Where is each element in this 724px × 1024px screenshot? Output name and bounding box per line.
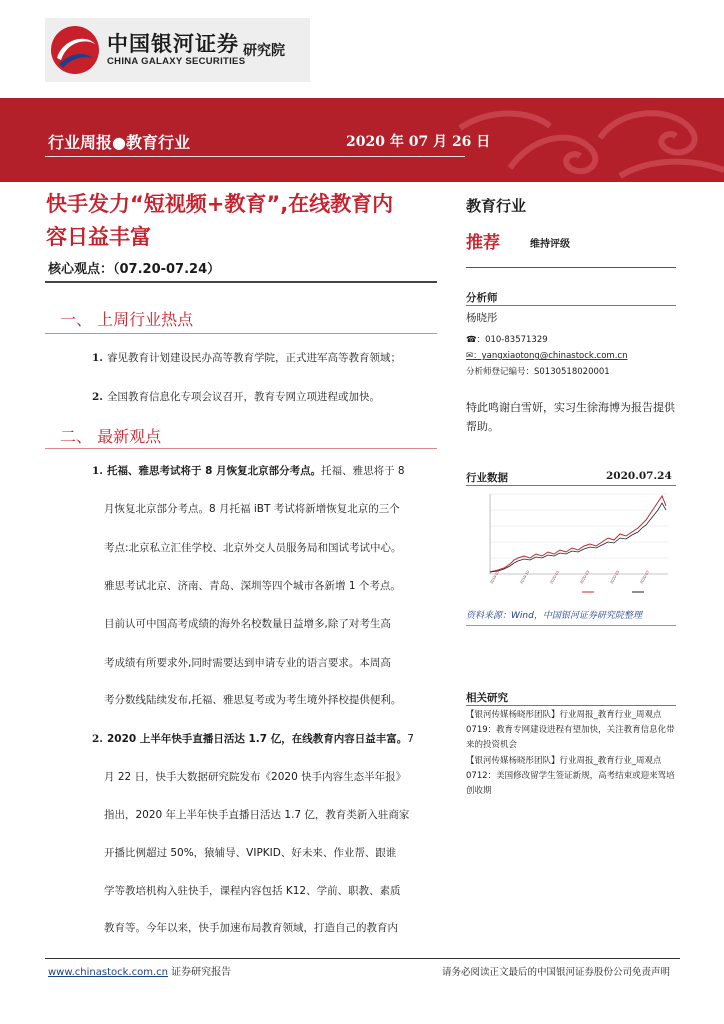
section-divider bbox=[45, 448, 437, 449]
chart-source: 资料来源：Wind，中国银河证券研究院整理 bbox=[466, 611, 642, 621]
series-line-b bbox=[490, 503, 666, 572]
view-point-num: 2. bbox=[92, 733, 103, 745]
view-point-num: 1. bbox=[92, 465, 103, 477]
svg-text:2019-10: 2019-10 bbox=[519, 569, 531, 585]
acknowledgement: 特此鸣谢白雪妍，实习生徐海博为报告提供帮助。 bbox=[466, 401, 675, 433]
report-title-line1: 快手发力“短视频+教育”,在线教育内 bbox=[46, 192, 394, 216]
related-research-divider bbox=[466, 705, 676, 706]
logo-name-cn: 中国银河证券 bbox=[107, 32, 239, 56]
hotspot-item-num: 2. bbox=[92, 391, 103, 403]
industry-data-heading: 行业数据 bbox=[466, 472, 508, 484]
related-research-item[interactable]: 【银河传媒杨晓彤团队】行业周报_教育行业_周观点 0719：教育专网建设进程有望加快，关注教育信息化带来的投资机会 bbox=[466, 710, 675, 750]
website-link[interactable]: www.chinastock.com.cn bbox=[48, 967, 168, 978]
view-point-line: 考点:北京私立汇佳学校、北京外交人员服务局和国试考试中心。 bbox=[104, 542, 402, 554]
related-research-item[interactable]: 【银河传媒杨晓彤团队】行业周报_教育行业_周观点 0712：美国修改留学生签证新规，高考结束或迎来驾培创收期 bbox=[466, 756, 675, 796]
view-point-headline: 托福、雅思考试将于 8 月恢复北京部分考点。 bbox=[106, 465, 322, 477]
hotspot-item bbox=[92, 389, 380, 404]
report-type: 行业周报●教育行业 bbox=[48, 133, 190, 152]
view-point-text: 7 bbox=[407, 733, 414, 745]
svg-text:2020-03: 2020-03 bbox=[579, 569, 591, 585]
view-point-headline: 2020 上半年快手直播日活达 1.7 亿，在线教育内容日益丰富。 bbox=[106, 733, 408, 745]
view-point-line: 考成绩有所要求外,同时需要达到申请专业的语言要求。本周高 bbox=[104, 657, 391, 669]
related-research-list bbox=[466, 708, 680, 800]
view-point-2-lead bbox=[92, 731, 414, 746]
view-point-1-lead bbox=[92, 463, 405, 478]
galaxy-logo-icon bbox=[49, 24, 101, 76]
hotspot-item-num: 1. bbox=[92, 352, 103, 364]
view-point-line: 教育等。今年以来，快手加速布局教育领域，打造自己的教育内 bbox=[104, 922, 398, 934]
view-point-line: 目前认可中国高考成绩的海外名校数量日益增多,除了对考生高 bbox=[104, 618, 391, 630]
view-point-line: 指出，2020 年上半年快手直播日活达 1.7 亿，教育类新入驻商家 bbox=[104, 809, 410, 821]
analyst-license: 分析师登记编号：S0130518020001 bbox=[466, 367, 610, 377]
core-view-divider bbox=[45, 281, 437, 283]
sidebar-industry: 教育行业 bbox=[466, 197, 527, 215]
industry-data-divider bbox=[466, 485, 676, 486]
svg-text:2020-01: 2020-01 bbox=[549, 569, 561, 585]
analyst-divider bbox=[466, 305, 676, 306]
hotspot-item-text: 全国教育信息化专项会议召开，教育专网立项进程或加快。 bbox=[106, 391, 380, 403]
report-title bbox=[46, 188, 446, 254]
svg-text:2020-05: 2020-05 bbox=[609, 569, 621, 585]
sidebar-divider bbox=[466, 267, 676, 268]
report-title-line2: 容日益丰富 bbox=[46, 225, 151, 249]
hotspot-item-text: 睿见教育计划建设民办高等教育学院，正式进军高等教育领域； bbox=[106, 352, 401, 364]
related-research-heading: 相关研究 bbox=[466, 692, 508, 704]
series-line-a bbox=[490, 496, 666, 572]
footer-left-suffix: 证券研究报告 bbox=[167, 967, 232, 978]
section-divider bbox=[45, 333, 437, 334]
view-point-text: 托福、雅思将于 8 bbox=[321, 465, 405, 477]
disclaimer-note: 请务必阅读正文最后的中国银河证券股份公司免责声明 bbox=[441, 967, 670, 978]
banner-divider bbox=[45, 156, 465, 157]
view-point-line: 月 22 日，快手大数据研究院发布《2020 快手内容生态半年报》 bbox=[104, 771, 407, 783]
logo-department: 研究院 bbox=[243, 43, 285, 59]
sidebar-rating-note: 维持评级 bbox=[530, 239, 570, 250]
view-point-line: 开播比例超过 50%，猿辅导、VIPKID、好未来、作业帮、跟谁 bbox=[104, 847, 397, 859]
core-view-label: 核心观点：（07.20-07.24） bbox=[48, 262, 221, 277]
industry-data-date: 2020.07.24 bbox=[606, 470, 672, 482]
analyst-email[interactable]: ✉：yangxiaotong@chinastock.com.cn bbox=[466, 351, 628, 361]
view-point-line: 考分数线陆续发布,托福、雅思复考或为考生境外择校提供便利。 bbox=[104, 694, 402, 706]
view-point-line: 学等教培机构入驻快手，课程内容包括 K12、学前、职教、素质 bbox=[104, 885, 401, 897]
sidebar-rating: 推荐 bbox=[466, 233, 500, 253]
footer-left bbox=[48, 963, 231, 978]
analyst-heading: 分析师 bbox=[466, 292, 498, 304]
section-heading-views: 二、 最新观点 bbox=[60, 427, 162, 446]
analyst-phone: ☎：010-83571329 bbox=[466, 335, 548, 345]
chart-divider bbox=[466, 625, 676, 626]
svg-text:2019-07: 2019-07 bbox=[489, 569, 501, 585]
view-point-line: 月恢复北京部分考点。8 月托福 iBT 考试将新增恢复北京的三个 bbox=[104, 503, 400, 515]
section-heading-hotspots: 一、 上周行业热点 bbox=[60, 310, 194, 329]
report-date: 2020 年 07 月 26 日 bbox=[346, 134, 491, 150]
logo-name-en: CHINA GALAXY SECURITIES bbox=[107, 56, 246, 67]
analyst-name: 杨晓彤 bbox=[466, 312, 498, 324]
footer-divider bbox=[45, 958, 680, 959]
svg-text:2020-07: 2020-07 bbox=[639, 569, 651, 585]
view-point-line: 雅思考试北京、济南、青岛、深圳等四个城市各新增 1 个考点。 bbox=[104, 580, 401, 592]
hotspot-item bbox=[92, 350, 401, 365]
industry-index-chart bbox=[472, 488, 672, 598]
company-logo bbox=[45, 18, 310, 82]
